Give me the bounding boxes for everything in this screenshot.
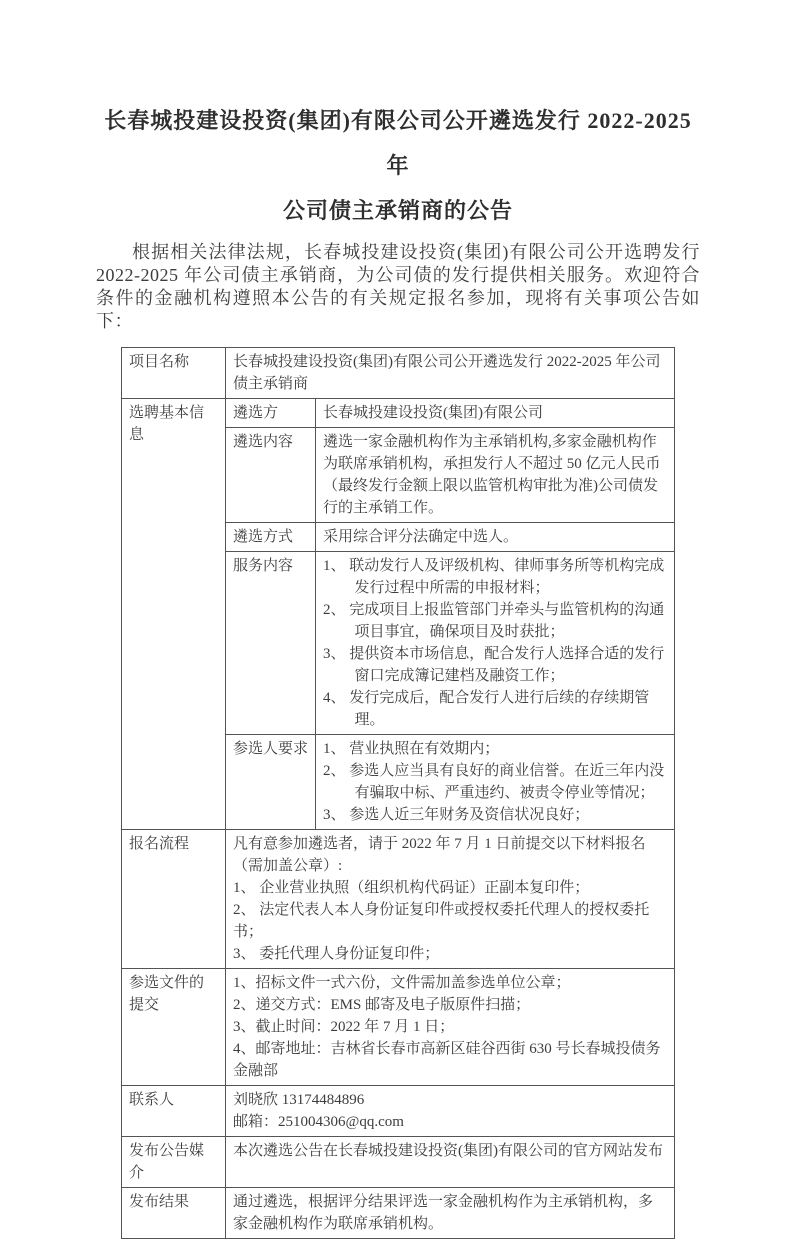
service-item: 3、 提供资本市场信息，配合发行人选择合适的发行窗口完成簿记建档及融资工作； [323,646,665,684]
selection-content-value: 遴选一家金融机构作为主承销机构,多家金融机构作为联席承销机构，承担发行人不超过 50 亿元人民币（最终发行金额上限以监管机构审批为准)公司债发行的主承销工作。 [316,428,675,523]
basic-info-label: 选聘基本信息 [122,399,226,830]
table-row-submission [122,969,675,1086]
intro-paragraph: 根据相关法律法规，长春城投建设投资(集团)有限公司公开选聘发行 2022-2025 年公司债主承销商，为公司债的发行提供相关服务。欢迎符合条件的金融机构遵照本公告的有关规定报名参加，现将有关事项公告如下： [96,242,700,331]
requirements-value [316,735,675,830]
contact-value [226,1086,675,1137]
requirement-item: 2、 参选人应当具有良好的商业信誉。在近三年内没有骗取中标、严重违约、被责令停业等情况； [323,763,665,801]
contact-label: 联系人 [122,1086,226,1137]
selector-label: 遴选方 [226,399,316,428]
table-row-media [122,1137,675,1188]
announcement-table [121,347,675,1239]
services-label: 服务内容 [226,552,316,735]
media-value: 本次遴选公告在长春城投建设投资(集团)有限公司的官方网站发布 [226,1137,675,1188]
requirement-item: 3、 参选人近三年财务及资信状况良好； [323,807,590,823]
submission-item: 3、截止时间：2022 年 7 月 1 日； [233,1019,455,1035]
registration-label: 报名流程 [122,830,226,969]
service-item: 1、 联动发行人及评级机构、律师事务所等机构完成发行过程中所需的申报材料； [323,558,665,596]
registration-item: 2、 法定代表人本人身份证复印件或授权委托代理人的授权委托书； [233,902,650,940]
requirements-label: 参选人要求 [226,735,316,830]
table-row-selector [122,399,675,428]
media-label: 发布公告媒介 [122,1137,226,1188]
document-title [96,98,700,233]
table-row-contact [122,1086,675,1137]
result-value: 通过遴选，根据评分结果评选一家金融机构作为主承销机构，多家金融机构作为联席承销机构。 [226,1188,675,1239]
registration-item: 1、 企业营业执照（组织机构代码证）正副本复印件； [233,880,590,896]
title-line-2: 公司债主承销商的公告 [282,198,513,223]
registration-intro: 凡有意参加遴选者，请于 2022 年 7 月 1 日前提交以下材料报名（需加盖公章）: [233,836,646,874]
contact-name-phone: 刘晓欣 13174484896 [233,1092,365,1108]
service-item: 2、 完成项目上报监管部门并牵头与监管机构的沟通项目事宜，确保项目及时获批； [323,602,665,640]
submission-item: 2、递交方式：EMS 邮寄及电子版原件扫描； [233,997,531,1013]
table-row-result [122,1188,675,1239]
table-row-project-name [122,348,675,399]
project-name-label: 项目名称 [122,348,226,399]
submission-value [226,969,675,1086]
submission-item: 4、邮寄地址：吉林省长春市高新区硅谷西街 630 号长春城投债务金融部 [233,1041,661,1079]
result-label: 发布结果 [122,1188,226,1239]
document-content [96,98,700,1239]
selection-method-value: 采用综合评分法确定中选人。 [316,523,675,552]
requirement-item: 1、 营业执照在有效期内； [323,741,500,757]
table-row-registration [122,830,675,969]
registration-value [226,830,675,969]
service-item: 4、 发行完成后，配合发行人进行后续的存续期管理。 [323,690,650,728]
selection-method-label: 遴选方式 [226,523,316,552]
registration-item: 3、 委托代理人身份证复印件； [233,946,440,962]
title-line-1: 长春城投建设投资(集团)有限公司公开遴选发行 2022-2025 年 [104,108,692,178]
submission-label: 参选文件的提交 [122,969,226,1086]
selection-content-label: 遴选内容 [226,428,316,523]
contact-email: 邮箱：251004306@qq.com [233,1114,404,1130]
submission-item: 1、招标文件一式六份，文件需加盖参选单位公章； [233,975,571,991]
selector-value: 长春城投建设投资(集团)有限公司 [316,399,675,428]
services-value [316,552,675,735]
project-name-value: 长春城投建设投资(集团)有限公司公开遴选发行 2022-2025 年公司债主承销商 [226,348,675,399]
